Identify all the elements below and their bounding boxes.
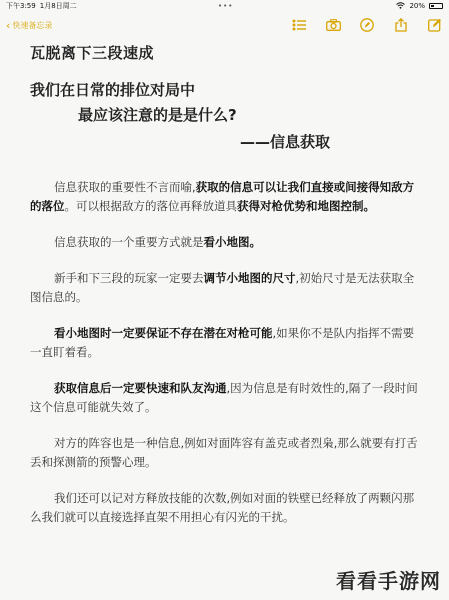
question-line-1: 我们在日常的排位对局中 (30, 81, 196, 99)
multitask-dots[interactable]: ••• (218, 2, 234, 10)
paragraph-3 (30, 269, 425, 307)
bold-span: 获取信息后一定要快速和队友沟通 (54, 381, 227, 395)
chevron-left-icon: ‹ (6, 18, 11, 32)
markup-icon[interactable] (359, 17, 375, 33)
text-span: ,因为信息是有时效性的,隔了一段时间这个信息可能就失效了。 (30, 381, 418, 414)
status-date: 1月8日周二 (39, 2, 77, 10)
paragraph-1 (30, 178, 425, 216)
text-span: ,初始尺寸是无法获取全图信息的。 (30, 271, 415, 304)
camera-icon[interactable] (325, 17, 341, 33)
wifi-icon (396, 2, 405, 11)
share-icon[interactable] (393, 17, 409, 33)
paragraph-7 (30, 489, 425, 527)
note-body[interactable] (30, 42, 435, 544)
paragraph-5 (30, 379, 425, 417)
status-bar (0, 0, 449, 12)
text-span: 对方的阵容也是一种信息,例如对面阵容有盖克或者烈枭,那么就要有打舌丢和探测箭的预警心理。 (30, 436, 418, 469)
text-span: 。可以根据敌方的落位再释放道具 (64, 199, 237, 213)
toolbar (0, 14, 449, 36)
status-time: 下午3:59 (6, 2, 36, 10)
question-answer: ——信息获取 (240, 133, 331, 151)
bold-span: 看小地图时一定要保证不存在潜在对枪可能 (54, 326, 273, 340)
text-span: 信息获取的一个重要方式就是 (54, 235, 204, 249)
bold-span: 获取的信息可以让我们直接或间接得知敌方的落位 (30, 180, 415, 213)
text-span: 我们还可以记对方释放技能的次数,例如对面的铁壁已经释放了两颗闪那么我们就可以直接选择直架不用担心有闪光的干扰。 (30, 491, 415, 524)
checklist-icon[interactable] (291, 17, 307, 33)
note-title: 瓦脱离下三段速成 (30, 44, 155, 62)
battery-percent: 20% (409, 2, 425, 10)
question-line-2: 最应该注意的是是什么? (78, 106, 237, 124)
text-span: 新手和下三段的玩家一定要去 (54, 271, 204, 285)
compose-icon[interactable] (427, 17, 443, 33)
paragraph-4 (30, 324, 425, 362)
bold-span: 看小地图。 (203, 235, 261, 249)
paragraph-6 (30, 434, 425, 472)
paragraph-2 (30, 233, 425, 252)
back-button[interactable] (6, 20, 52, 31)
bold-span: 获得对枪优势和地图控制。 (237, 199, 375, 213)
battery-icon (429, 3, 443, 9)
bold-span: 调节小地图的尺寸 (203, 271, 296, 285)
text-span: 信息获取的重要性不言而喻, (54, 180, 196, 194)
text-span: ,如果你不是队内指挥不需要一直盯着看。 (30, 326, 415, 359)
back-label: 快速备忘录 (12, 20, 53, 30)
watermark-logo: 看看手游网 (336, 569, 441, 593)
